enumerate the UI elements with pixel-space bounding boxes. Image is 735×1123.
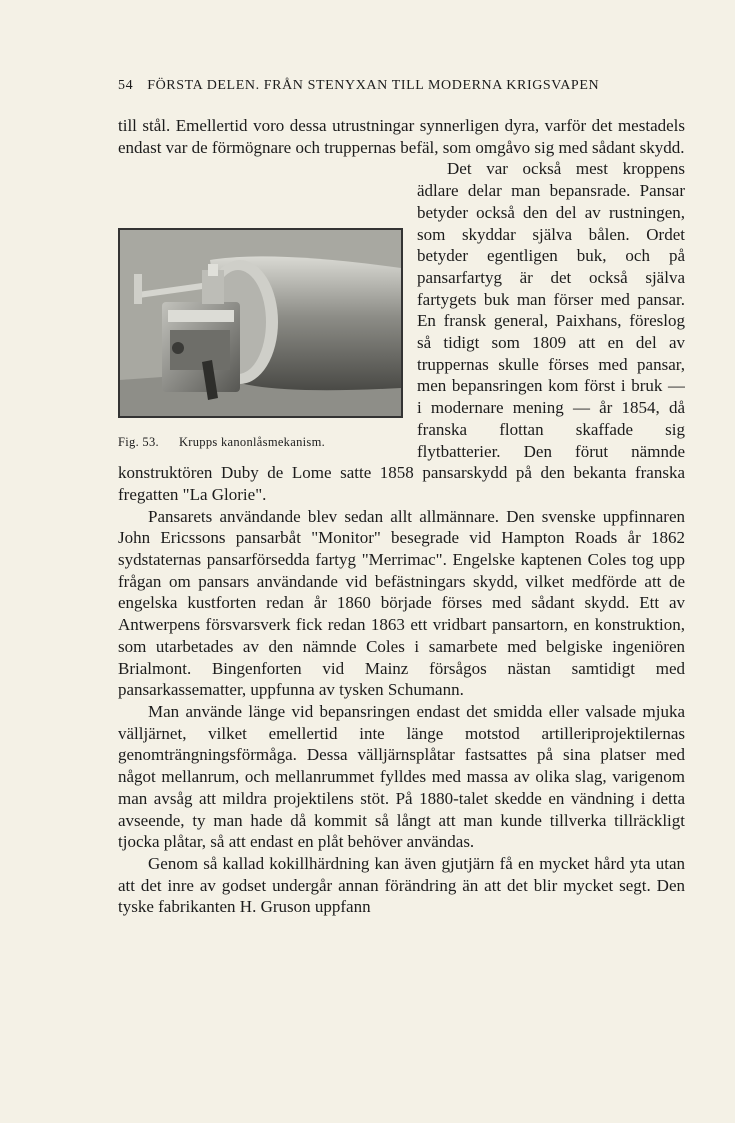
running-header [118,78,688,94]
figure-caption [118,432,403,454]
breech-mechanism-image [120,230,401,416]
figure-caption-text: Krupps kanonlåsmekanism. [178,435,326,450]
figure-label: Fig. 53. [118,435,159,450]
body-text [118,115,685,918]
figure-photo [118,228,403,418]
paragraph-5: Genom så kallad kokillhärdning kan även gjutjärn få en mycket hård yta utan att det inre av godset undergår annan förändring än att det blir mycket segt. Den tyske fabrikanten H. Gruson uppfann [118,853,685,917]
paragraph-3: Pansarets användande blev sedan allt allmännare. Den svenske uppfinnaren John Ericssons pansarbåt "Monitor" besegrade vid Hampton Roads år 1862 sydstaternas pansarförsedda fartyg "Merrimac". Engelske kaptenen Coles tog upp frågan om pansars användande vid befästningars skydd, vilket medförde att de engelska kustforten redan år 1860 började förses med sådant skydd. Ett av Antwerpens försvarsverk fick redan 1863 ett vridbart pansartorn, en konstruktion, som utarbetades av den nämnde Coles i samarbete med belgiske ingeniören Brialmont. Bingenforten vid Mainz försågos nästan samtidigt med pansarkassematter, uppfunna av tysken Schumann. [118,506,685,700]
figure-53 [118,228,403,454]
page-number: 54 [118,78,134,93]
figure-section [118,158,685,505]
running-title: FÖRSTA DELEN. FRÅN STENYXAN TILL MODERNA KRIGSVAPEN [147,78,600,93]
paragraph-2: Det var också mest kroppens ädlare delar man bepansrade. Pansar betyder också den del av rustningen, som skyddar själva bålen. Ordet betyder egentligen buk, och på pansarfartyg är det också själva fartygets buk man förser med pansar. En fransk general, Paixhans, föreslog så tidigt som 1809 att en del av truppernas skulle förses med pansar, men bepansringen kom först i bruk — i modernare mening — år 1854, då franska flottan skaffade sig flytbatterier. Den förut nämnde konstruktören Duby de Lome satte 1858 pansarskydd på den bekanta franska fregatten "La Glorie". [118,159,685,504]
paragraph-4: Man använde länge vid bepansringen endast det smidda eller valsade mjuka välljärnet, vilket emellertid inte länge motstod artilleriprojektilernas genomträngningsförmåga. Dessa välljärnsplåtar fastsattes på sina platser med något mellanrum, och mellanrummet fylldes med massa av olika slag, varigenom man avsåg att mildra projektilens stöt. På 1880-talet skedde en vändning i detta avseende, ty man hade då kommit så långt att man kunde tillverka tillräckligt tjocka plåtar, så att endast en plåt behöver användas. [118,701,685,852]
paragraph-1: till stål. Emellertid voro dessa utrustningar synnerligen dyra, varför det mestadels endast var de förmögnare och truppernas befäl, som omgåvo sig med sådant skydd. [118,116,685,157]
